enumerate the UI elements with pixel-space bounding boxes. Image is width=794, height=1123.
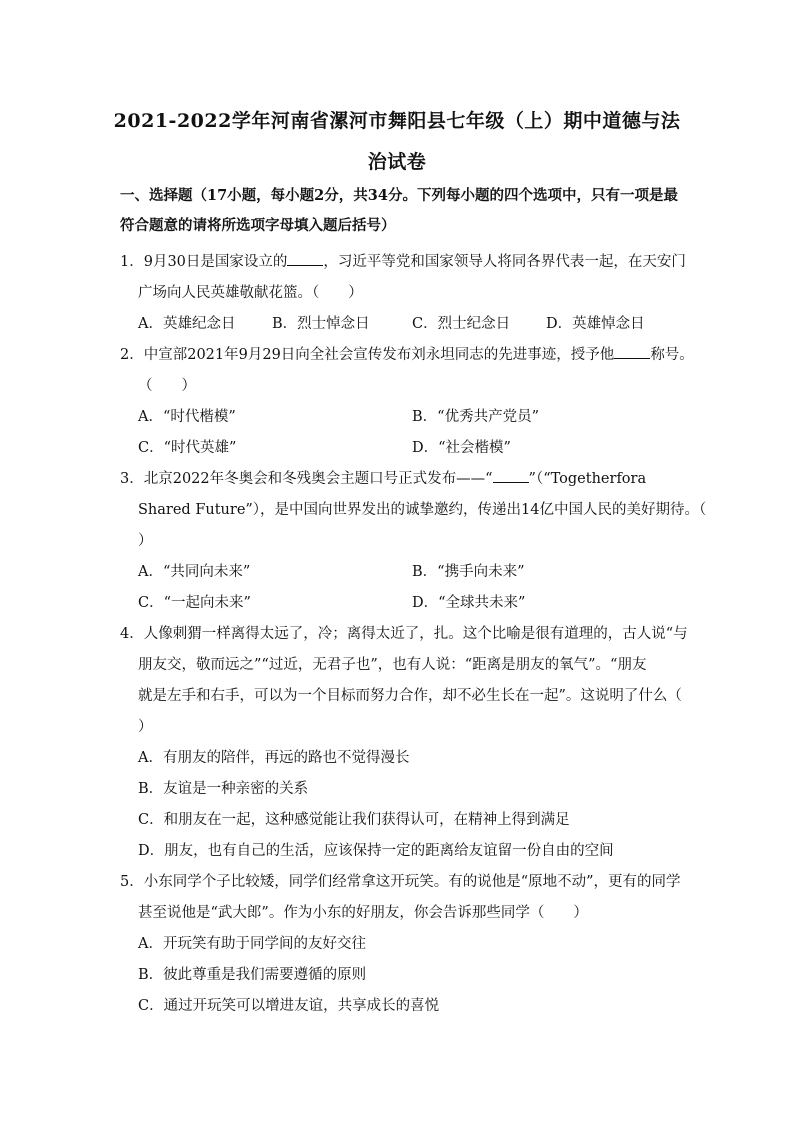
answer-blank <box>287 251 323 266</box>
question-3-line1 <box>120 467 646 488</box>
question-4-line4: ） <box>138 719 153 735</box>
question-3-option-c: C．“一起向未来” <box>138 595 251 611</box>
question-3-option-b: B．“携手向未来” <box>412 564 525 580</box>
question-5-option-a: A．开玩笑有助于同学间的友好交往 <box>138 936 366 952</box>
question-3-option-d: D．“全球共未来” <box>412 595 526 611</box>
question-2-line2: （ ） <box>138 378 196 394</box>
question-4-line1: 4．人像刺猬一样离得太远了，冷；离得太近了，扎。这个比喻是很有道理的，古人说“与 <box>120 626 688 642</box>
question-5-line1: 5．小东同学个子比较矮，同学们经常拿这开玩笑。有的说他是“原地不动”，更有的同学 <box>120 874 681 890</box>
question-1-line1 <box>120 250 686 271</box>
question-1-option-b: B．烈士悼念日 <box>272 316 370 332</box>
question-1-option-a: A．英雄纪念日 <box>138 316 236 332</box>
question-3-stem-b: ”（“Togetherfora <box>528 471 647 487</box>
question-3-line3: ） <box>138 533 153 549</box>
question-2-line1 <box>120 343 694 364</box>
question-2-stem-b: 称号。 <box>650 347 694 363</box>
answer-blank <box>614 344 650 359</box>
question-2-option-c: C．“时代英雄” <box>138 440 237 456</box>
question-4-option-a: A．有朋友的陪伴，再远的路也不觉得漫长 <box>138 750 410 766</box>
question-3-option-a: A．“共同向未来” <box>138 564 251 580</box>
question-1-line2: 广场向人民英雄敬献花篮。（ ） <box>138 285 363 301</box>
section-heading: 一、选择题（17小题，每小题2分，共34分。下列每小题的四个选项中，只有一项是最符合题意的请将所选项字母填入题后括号） <box>120 187 678 234</box>
question-5-option-c: C．通过开玩笑可以增进友谊，共享成长的喜悦 <box>138 998 440 1014</box>
question-4-option-b: B．友谊是一种亲密的关系 <box>138 781 309 797</box>
exam-title-line1: 2021-2022学年河南省漯河市舞阳县七年级（上）期中道德与法 <box>113 110 681 132</box>
question-3-stem-a: 3．北京2022年冬奥会和冬残奥会主题口号正式发布——“ <box>120 471 493 487</box>
question-4-option-d: D．朋友，也有自己的生活，应该保持一定的距离给友谊留一份自由的空间 <box>138 843 614 859</box>
question-1-stem-a: 1．9月30日是国家设立的 <box>120 254 288 270</box>
question-4-option-c: C．和朋友在一起，这种感觉能让我们获得认可，在精神上得到满足 <box>138 812 570 828</box>
question-4-line2: 朋友交，敬而远之”“过近，无君子也”，也有人说：“距离是朋友的氧气”。“朋友 <box>138 657 647 673</box>
question-4-line3: 就是左手和右手，可以为一个目标而努力合作，却不必生长在一起”。这说明了什么（ <box>138 688 682 704</box>
question-3-line2: Shared Future”），是中国向世界发出的诚挚邀约，传递出14亿中国人民的美好期待。（ <box>138 502 707 518</box>
question-2-option-a: A．“时代楷模” <box>138 409 236 425</box>
exam-title-line2: 治试卷 <box>367 151 427 173</box>
question-1-option-c: C．烈士纪念日 <box>412 316 511 332</box>
question-1-option-d: D．英雄悼念日 <box>546 316 645 332</box>
question-2-stem-a: 2．中宣部2021年9月29日向全社会宣传发布刘永坦同志的先进事迹，授予他 <box>120 347 615 363</box>
question-5-line2: 甚至说他是“武大郎”。作为小东的好朋友，你会告诉那些同学（ ） <box>138 905 588 921</box>
question-5-option-b: B．彼此尊重是我们需要遵循的原则 <box>138 967 367 983</box>
question-1-stem-b: ，习近平等党和国家领导人将同各界代表一起，在天安门 <box>323 254 686 270</box>
question-2-option-b: B．“优秀共产党员” <box>412 409 539 425</box>
question-2-option-d: D．“社会楷模” <box>412 440 511 456</box>
answer-blank <box>493 468 529 483</box>
